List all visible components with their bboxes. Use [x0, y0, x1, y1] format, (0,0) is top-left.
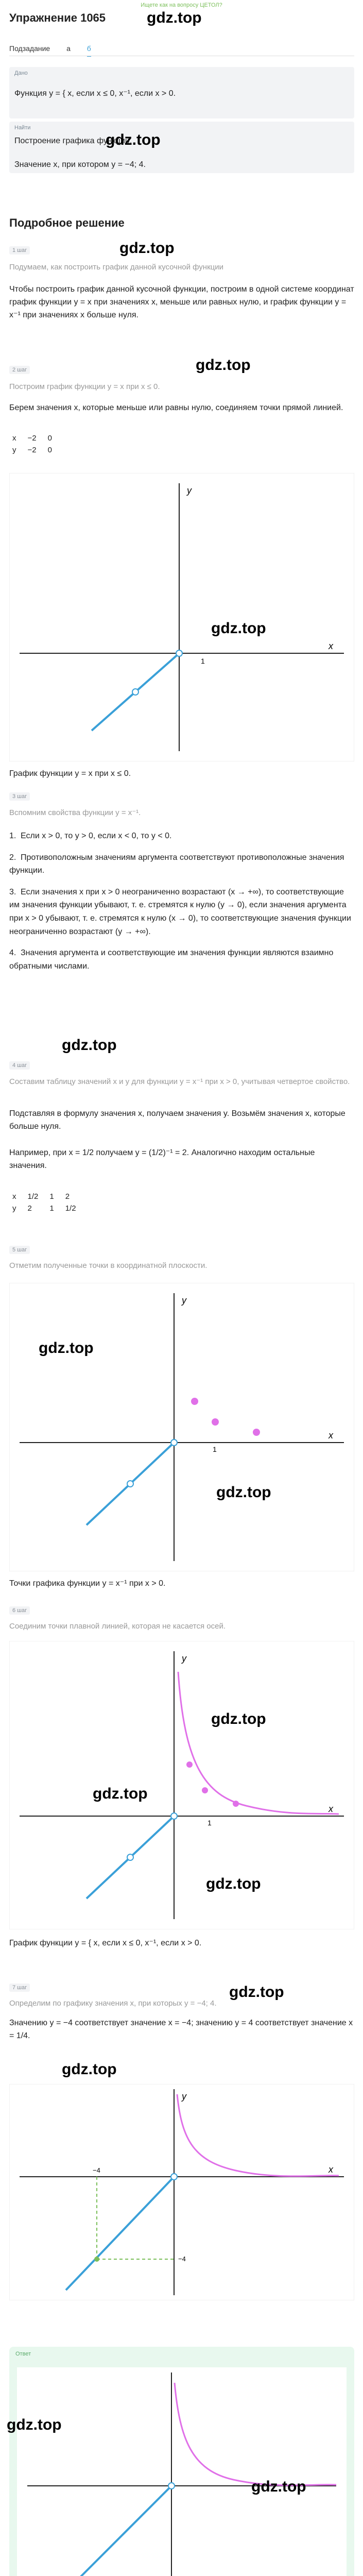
- given-box: [9, 67, 354, 118]
- find-label: Найти: [14, 125, 31, 131]
- step3-caption: Вспомним свойства функции y = x⁻¹.: [9, 808, 141, 817]
- x-axis-label: x: [329, 2164, 333, 2175]
- tabs: [9, 44, 106, 53]
- step5-caption: Отметим полученные точки в координатной плоскости.: [9, 1261, 208, 1270]
- tab-label: Подзадание: [9, 44, 50, 53]
- x-axis-label: x: [329, 1430, 333, 1440]
- step5-tag: 5 шаг: [9, 1246, 30, 1254]
- given-text: Функция y = { x, если x ≤ 0, x⁻¹, если x > 0.: [14, 89, 176, 98]
- top-note[interactable]: Ищете как на вопросу ЦЕТОЛ?: [141, 2, 222, 8]
- step7-caption: Определим по графику значения x, при которых y = −4; 4.: [9, 1999, 217, 2008]
- tick-one: 1: [201, 657, 205, 665]
- step1-caption: Подумаем, как построить график данной кусочной функции: [9, 263, 223, 272]
- values-table-2: [6, 1190, 82, 1215]
- step4-example: Например, при x = 1/2 получаем y = (1/2)⁻¹ = 2. Аналогично находим остальные значения.: [9, 1148, 315, 1170]
- y-axis-label: y: [182, 1295, 186, 1306]
- properties-list: [9, 829, 354, 973]
- watermark: gdz.top: [211, 620, 266, 637]
- step2-text: Берем значения x, которые меньше или равны нулю, соединяем точки прямой линией.: [9, 403, 343, 412]
- find-text-1: Построение графика функции.: [14, 137, 132, 145]
- cell: y: [12, 446, 16, 454]
- graph-step2: [9, 473, 354, 761]
- cell: 1/2: [65, 1204, 76, 1213]
- step2-tag: 2 шаг: [9, 366, 30, 374]
- cell: 2: [27, 1204, 32, 1213]
- cell: 0: [47, 434, 52, 443]
- answer-label: Ответ: [15, 2351, 31, 2357]
- cell: 1/2: [27, 1192, 39, 1201]
- watermark: gdz.top: [147, 9, 202, 26]
- graph-answer: [17, 2367, 347, 2576]
- watermark: gdz.top: [7, 2416, 62, 2433]
- cell: 1: [49, 1204, 54, 1213]
- watermark: gdz.top: [196, 357, 251, 374]
- tick-one: 1: [213, 1445, 217, 1453]
- list-item: 4. Значения аргумента и соответствующие им значения функции являются взаимно обратными числами.: [9, 948, 334, 971]
- watermark: gdz.top: [39, 1340, 94, 1357]
- x-axis-label: x: [329, 641, 333, 651]
- watermark: gdz.top: [229, 1984, 284, 2001]
- list-item: 3. Если значения x при x > 0 неограниченно возрастают (x → +∞), то соответствующие им значения функции убывают, т. е. стремятся к нулю (y → 0), если значения аргумента при x > 0 убывают, т. е. стремятся к нулю (x → 0), то соответствующие значения функции неограниченно возрастают (y → +∞).: [9, 887, 351, 936]
- tab-b[interactable]: б: [87, 44, 91, 57]
- step4-text: Подставляя в формулу значения x, получаем значения y. Возьмём значения x, которые больше нуля.: [9, 1109, 345, 1131]
- watermark: gdz.top: [206, 1875, 261, 1892]
- solution-title: Подробное решение: [9, 216, 125, 229]
- step1-tag: 1 шаг: [9, 246, 30, 255]
- step2-result: График функции y = x при x ≤ 0.: [9, 769, 131, 778]
- tick-minus4-y: −4: [178, 2255, 186, 2263]
- step4-caption: Составим таблицу значений x и y для функции y = x⁻¹ при x > 0, учитывая четвертое свойство.: [9, 1077, 350, 1086]
- tick-one: 1: [208, 1819, 212, 1827]
- watermark: gdz.top: [62, 1037, 117, 1054]
- y-axis-label: y: [187, 485, 192, 496]
- watermark: gdz.top: [216, 1484, 271, 1501]
- step7-text: Значению y = −4 соответствует значение x = −4; значению y = 4 соответствует значение x = 1/4.: [9, 2019, 353, 2040]
- watermark: gdz.top: [62, 2061, 117, 2078]
- watermark: gdz.top: [106, 131, 161, 148]
- answer-box: [9, 2347, 354, 2576]
- step4-tag: 4 шаг: [9, 1061, 30, 1070]
- cell: 1: [49, 1192, 54, 1201]
- graph-step6: [9, 1641, 354, 1929]
- step3-tag: 3 шаг: [9, 792, 30, 801]
- find-box: [9, 122, 354, 173]
- cell: 0: [47, 446, 52, 454]
- graph-step5: [9, 1283, 354, 1571]
- tick-minus4: −4: [93, 2166, 100, 2174]
- watermark: gdz.top: [211, 1710, 266, 1727]
- cell: x: [12, 1192, 16, 1201]
- watermark: gdz.top: [251, 2478, 306, 2495]
- given-label: Дано: [14, 70, 28, 76]
- watermark: gdz.top: [119, 240, 175, 257]
- cell: 2: [65, 1192, 70, 1201]
- watermark: gdz.top: [93, 1785, 148, 1802]
- list-item: 2. Противоположным значениям аргумента соответствуют противоположные значения функции.: [9, 853, 344, 875]
- find-text-2: Значение x, при котором y = −4; 4.: [14, 160, 146, 169]
- step2-caption: Построим график функции y = x при x ≤ 0.: [9, 382, 160, 391]
- step6-result: График функции y = { x, если x ≤ 0, x⁻¹, если x > 0.: [9, 1939, 202, 1947]
- step7-tag: 7 шаг: [9, 1984, 30, 1992]
- cell: −2: [27, 434, 37, 443]
- x-axis-label: x: [329, 1804, 333, 1814]
- graph-step7: [9, 2084, 354, 2300]
- step1-text: Чтобы построить график данной кусочной функции, построим в одной системе координат график функции y = x при значениях x, меньше или равных нулю, и график функции y = x⁻¹ при значениях x больше нуля.: [9, 285, 354, 319]
- values-table-1: [6, 432, 58, 456]
- tab-a[interactable]: а: [66, 44, 71, 53]
- cell: x: [12, 434, 16, 443]
- page-title: Упражнение 1065: [9, 11, 106, 24]
- list-item: 1. Если x > 0, то y > 0, если x < 0, то y < 0.: [9, 832, 172, 840]
- cell: y: [12, 1204, 16, 1213]
- cell: −2: [27, 446, 37, 454]
- step5-result: Точки графика функции y = x⁻¹ при x > 0.: [9, 1579, 166, 1588]
- step6-tag: 6 шаг: [9, 1606, 30, 1615]
- step6-caption: Соединим точки плавной линией, которая не касается осей.: [9, 1622, 226, 1631]
- y-axis-label: y: [182, 1653, 186, 1664]
- y-axis-label: y: [182, 2091, 186, 2102]
